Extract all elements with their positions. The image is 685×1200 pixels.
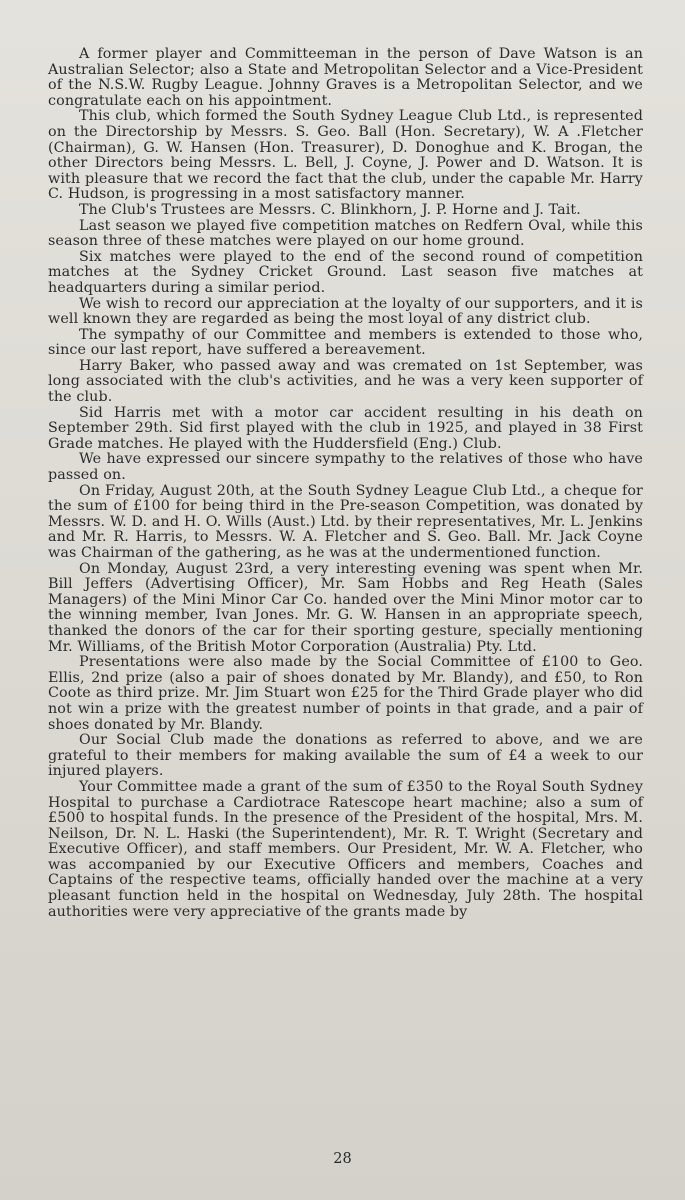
paragraph-condolences: We have expressed our sincere sympathy to the relatives of those who have passed on. [48,451,643,484]
body-text [48,47,643,920]
paragraph-harry-baker: Harry Baker, who passed away and was cremated on 1st September, was long associated with the club's activities, and he was a very keen supporter of the club. [48,357,643,406]
paragraph-august-23rd: On Monday, August 23rd, a very interesting evening was spent when Mr. Bill Jeffers (Advertising Officer), Mr. Sam Hobbs and Reg Heath (Sales Managers) of the Mini Minor Car Co. handed over the Mini Minor motor car to the winning member, Ivan Jones. Mr. G. W. Hansen in an appropriate speech, thanked the donors of the car for their sporting gesture, specially mentioning Mr. Williams, of the British Motor Corporation (Australia) Pty. Ltd. [48,560,643,655]
paragraph-directorship: This club, which formed the South Sydney League Club Ltd., is represented on the Directorship by Messrs. S. Geo. Ball (Hon. Secretary), W. A .Fletcher (Chairman), G. W. Hansen (Hon. Treasurer), D. Donoghue and K. Brogan, the other Directors being Messrs. L. Bell, J. Coyne, J. Power and D. Watson. It is with pleasure that we record the fact that the club, under the capable Mr. Harry C. Hudson, is progressing in a most satisfactory manner. [48,108,643,203]
paragraph-supporters: We wish to record our appreciation at the loyalty of our supporters, and it is well known they are regarded as being the most loyal of any district club. [48,295,643,328]
paragraph-august-20th: On Friday, August 20th, at the South Sydney League Club Ltd., a cheque for the sum of £100 for being third in the Pre-season Competition, was donated by Messrs. W. D. and H. O. Wills (Aust.) Ltd. by their representatives, Mr. L. Jenkins and Mr. R. Harris, to Messrs. W. A. Fletcher and S. Geo. Ball. Mr. Jack Coyne was Chairman of the gathering, as he was at the undermentioned function. [48,482,643,561]
paragraph-sid-harris: Sid Harris met with a motor car accident resulting in his death on September 29th. Sid first played with the club in 1925, and played in 38 First Grade matches. He played with the Huddersfield (Eng.) Club. [48,404,643,452]
paragraph-trustees: The Club's Trustees are Messrs. C. Blinkhorn, J. P. Horne and J. Tait. [79,201,581,218]
paragraph-presentations: Presentations were also made by the Social Committee of £100 to Geo. Ellis, 2nd prize (also a pair of shoes donated by Mr. Blandy), and £50, to Ron Coote as third prize. Mr. Jim Stuart won £25 for the Third Grade player who did not win a prize with the greatest number of points in that grade, and a pair of shoes donated by Mr. Blandy. [48,654,643,733]
paragraph-hospital-grant: Your Committee made a grant of the sum of £350 to the Royal South Sydney Hospital to purchase a Cardiotrace Ratescope heart machine; also a sum of £500 to hospital funds. In the presence of the President of the hospital, Mrs. M. Neilson, Dr. N. L. Haski (the Superintendent), Mr. R. T. Wright (Secretary and Executive Officer), and staff members. Our President, Mr. W. A. Fletcher, who was accompanied by our Executive Officers and members, Coaches and Captains of the respective teams, officially handed over the machine at a very pleasant function held in the hospital on Wednesday, July 28th. The hospital authorities were very appreciative of the grants made by [48,778,643,920]
paragraph-selectors: A former player and Committeeman in the person of Dave Watson is an Australian Selector; also a State and Metropolitan Selector and a Vice-President of the N.S.W. Rugby League. Johnny Graves is a Metropolitan Selector, and we congratulate each on his appointment. [48,46,643,109]
paragraph-redfern-oval: Last season we played five competition matches on Redfern Oval, while this season three of these matches were played on our home ground. [48,217,643,250]
page-number: 28 [333,1151,352,1167]
paragraph-sympathy: The sympathy of our Committee and members is extended to those who, since our last report, have suffered a bereavement. [48,326,643,359]
paragraph-social-club: Our Social Club made the donations as referred to above, and we are grateful to their members for making available the sum of £4 a week to our injured players. [48,732,643,780]
paragraph-cricket-ground: Six matches were played to the end of the second round of competition matches at the Sydney Cricket Ground. Last season five matches at headquarters during a similar period. [48,248,643,296]
